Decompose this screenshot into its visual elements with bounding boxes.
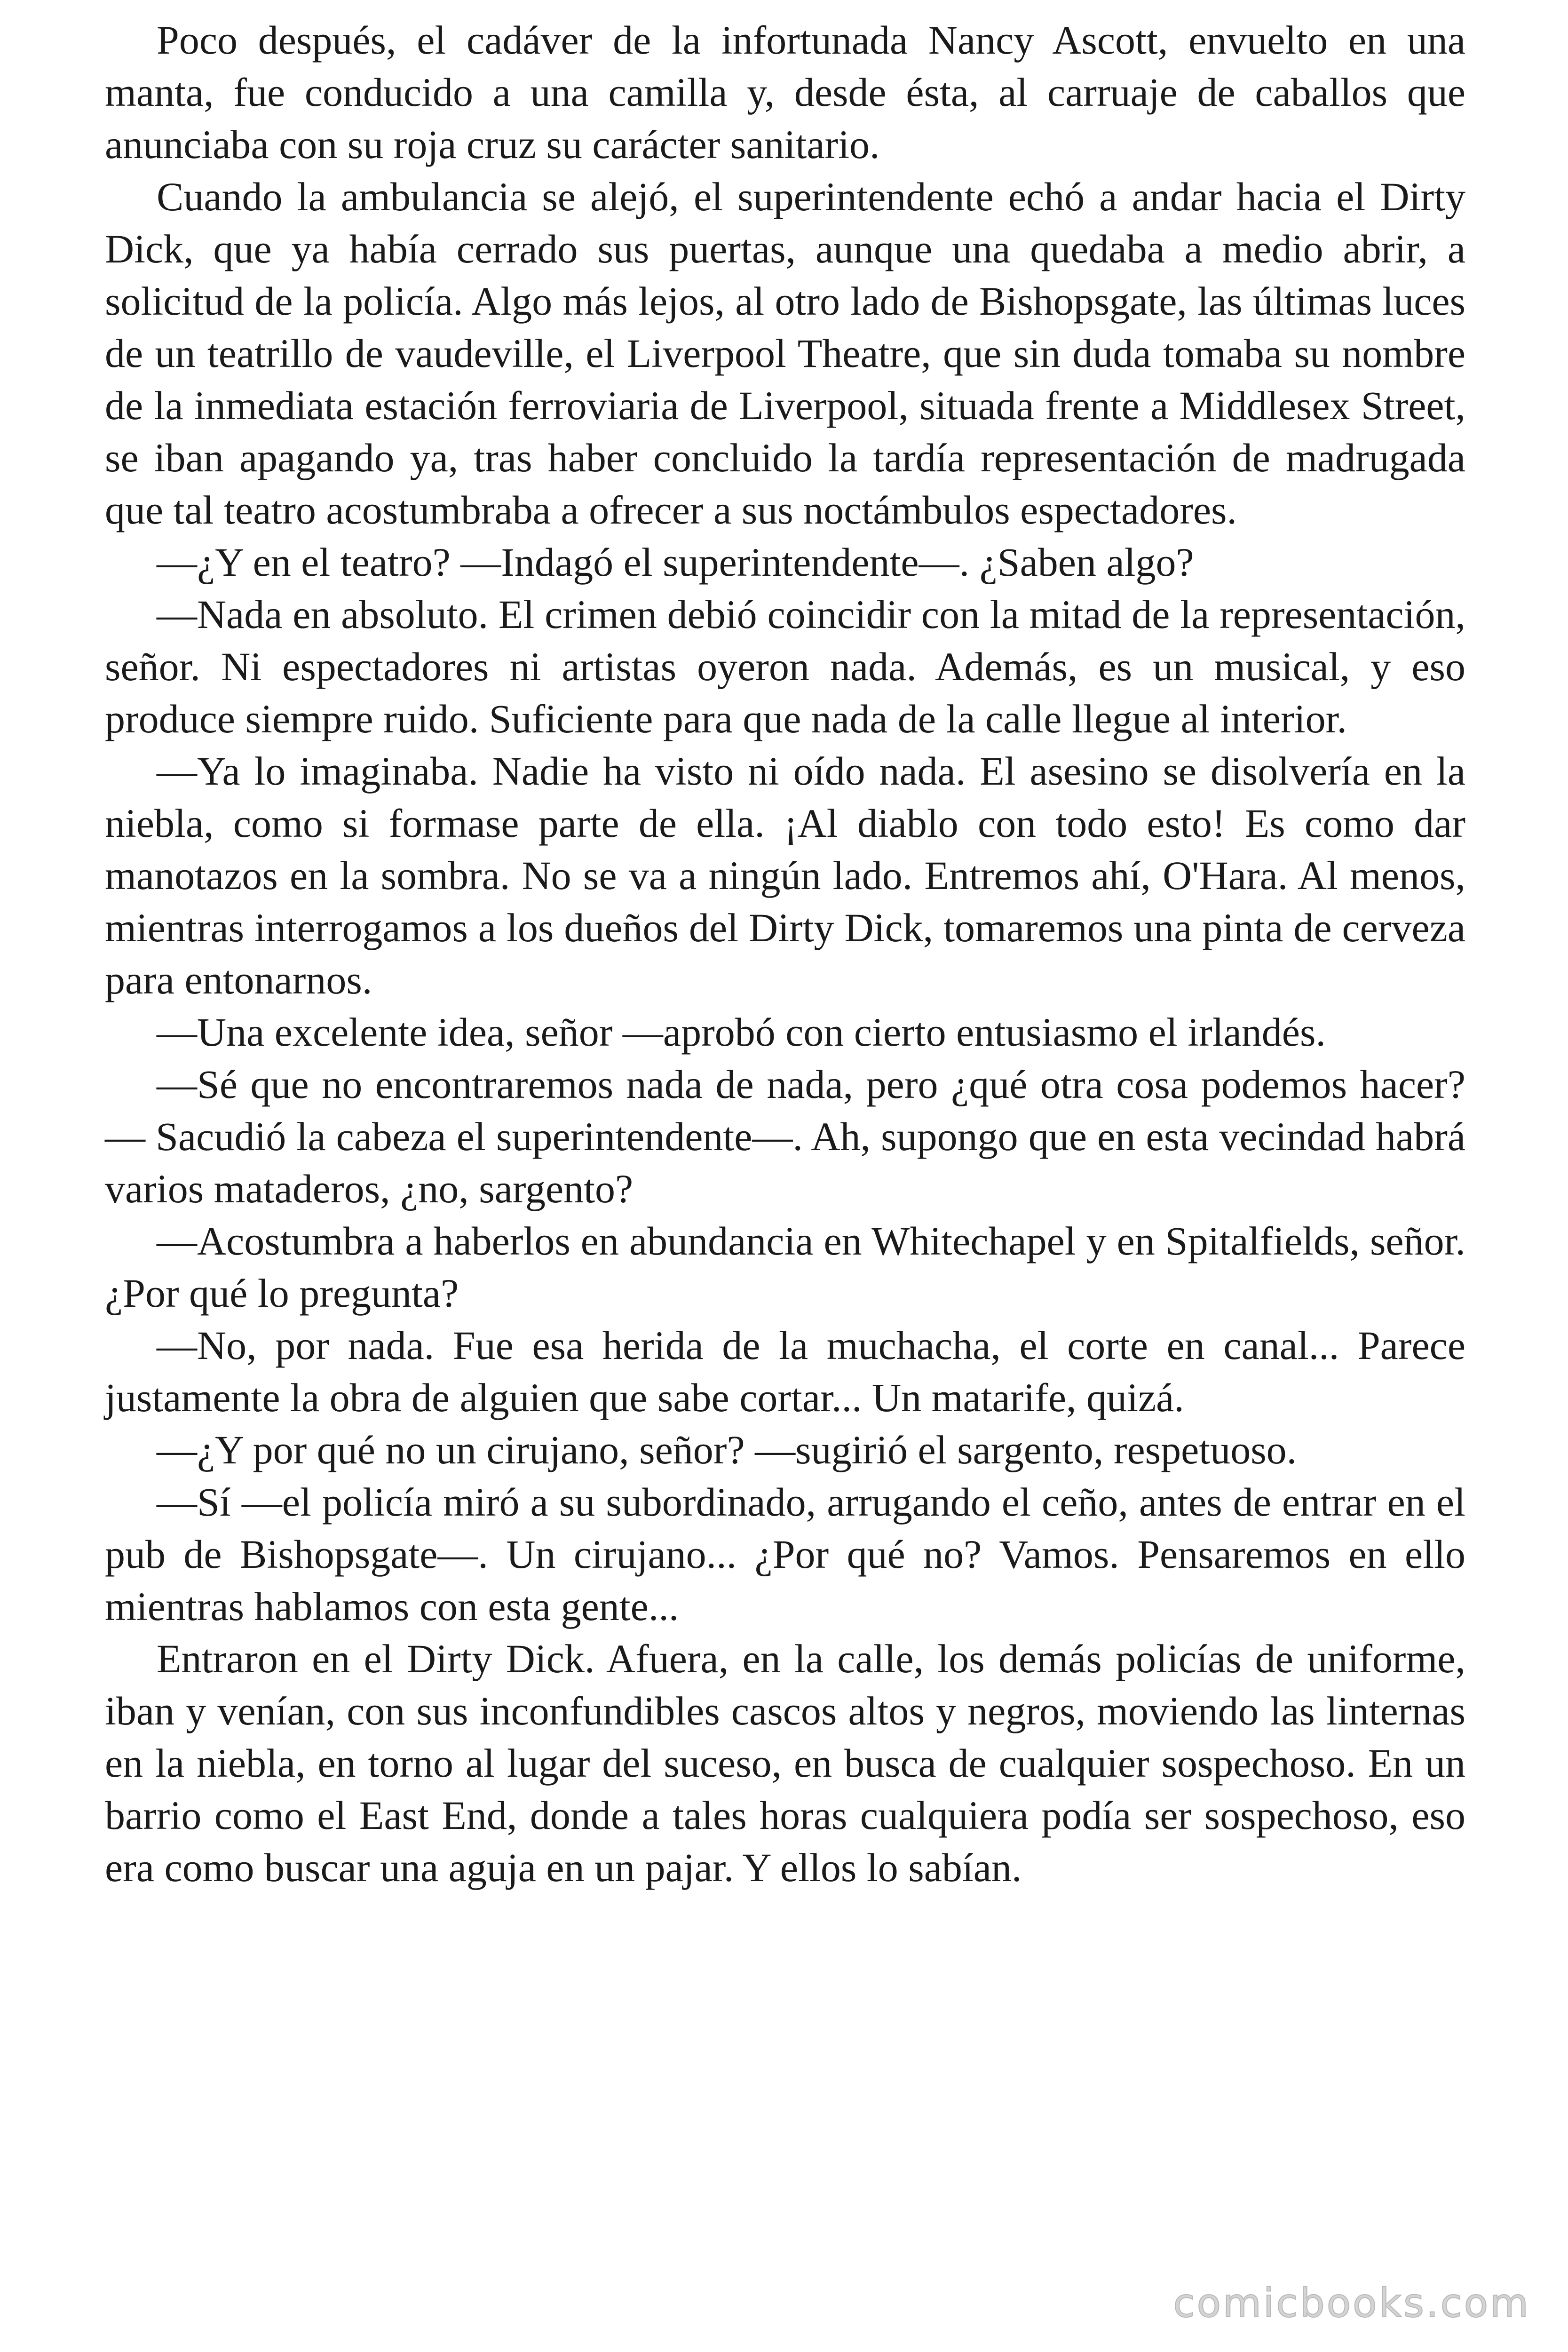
paragraph: —Acostumbra a haberlos en abundancia en Whitechapel y en Spitalfields, señor. ¿Por qué lo pregunta? xyxy=(105,1218,1465,1316)
watermark: comicbooks.com xyxy=(1173,2280,1530,2326)
paragraph: —Nada en absoluto. El crimen debió coincidir con la mitad de la representación, señor. Ni espectadores ni artistas oyeron nada. Además, es un musical, y eso produce siempre ruido. Suficiente para que nada de la calle llegue al interior. xyxy=(105,592,1465,741)
paragraph: Cuando la ambulancia se alejó, el superintendente echó a andar hacia el Dirty Dick, que ya había cerrado sus puertas, aunque una quedaba a medio abrir, a solicitud de la policía. Algo más lejos, al otro lado de Bishopsgate, las últimas luces de un teatrillo de vaudeville, el Liverpool Theatre, que sin duda tomaba su nombre de la inmediata estación ferroviaria de Liverpool, situada frente a Middlesex Street, se iban apagando ya, tras haber concluido la tardía representación de madrugada que tal teatro acostumbraba a ofrecer a sus noctámbulos espectadores. xyxy=(105,174,1465,532)
paragraph: Poco después, el cadáver de la infortunada Nancy Ascott, envuelto en una manta, fue conducido a una camilla y, desde ésta, al carruaje de caballos que anunciaba con su roja cruz su carácter sanitario. xyxy=(105,17,1465,167)
paragraph: Entraron en el Dirty Dick. Afuera, en la calle, los demás policías de uniforme, iban y venían, con sus inconfundibles cascos altos y negros, moviendo las linternas en la niebla, en torno al lugar del suceso, en busca de cualquier sospechoso. En un barrio como el East End, donde a tales horas cualquiera podía ser sospechoso, eso era como buscar una aguja en un pajar. Y ellos lo sabían. xyxy=(105,1636,1465,1890)
paragraph: —¿Y por qué no un cirujano, señor? —sugirió el sargento, respetuoso. xyxy=(157,1427,1297,1472)
book-page-text xyxy=(105,14,1465,1894)
paragraph: —Ya lo imaginaba. Nadie ha visto ni oído nada. El asesino se disolvería en la niebla, como si formase parte de ella. ¡Al diablo con todo esto! Es como dar manotazos en la sombra. No se va a ningún lado. Entremos ahí, O'Hara. Al menos, mientras interrogamos a los dueños del Dirty Dick, tomaremos una pinta de cerveza para entonarnos. xyxy=(105,748,1465,1002)
paragraph: —Sí —el policía miró a su subordinado, arrugando el ceño, antes de entrar en el pub de Bishopsgate—. Un cirujano... ¿Por qué no? Vamos. Pensaremos en ello mientras hablamos con esta gente... xyxy=(105,1479,1465,1629)
paragraph: —Sé que no encontraremos nada de nada, pero ¿qué otra cosa podemos hacer? — Sacudió la cabeza el superintendente—. Ah, supongo que en esta vecindad habrá varios mataderos, ¿no, sargento? xyxy=(105,1062,1465,1211)
paragraph: —Una excelente idea, señor —aprobó con cierto entusiasmo el irlandés. xyxy=(157,1009,1326,1055)
paragraph: —No, por nada. Fue esa herida de la muchacha, el corte en canal... Parece justamente la obra de alguien que sabe cortar... Un matarife, quizá. xyxy=(105,1323,1465,1420)
paragraph: —¿Y en el teatro? —Indagó el superintendente—. ¿Saben algo? xyxy=(157,540,1194,585)
